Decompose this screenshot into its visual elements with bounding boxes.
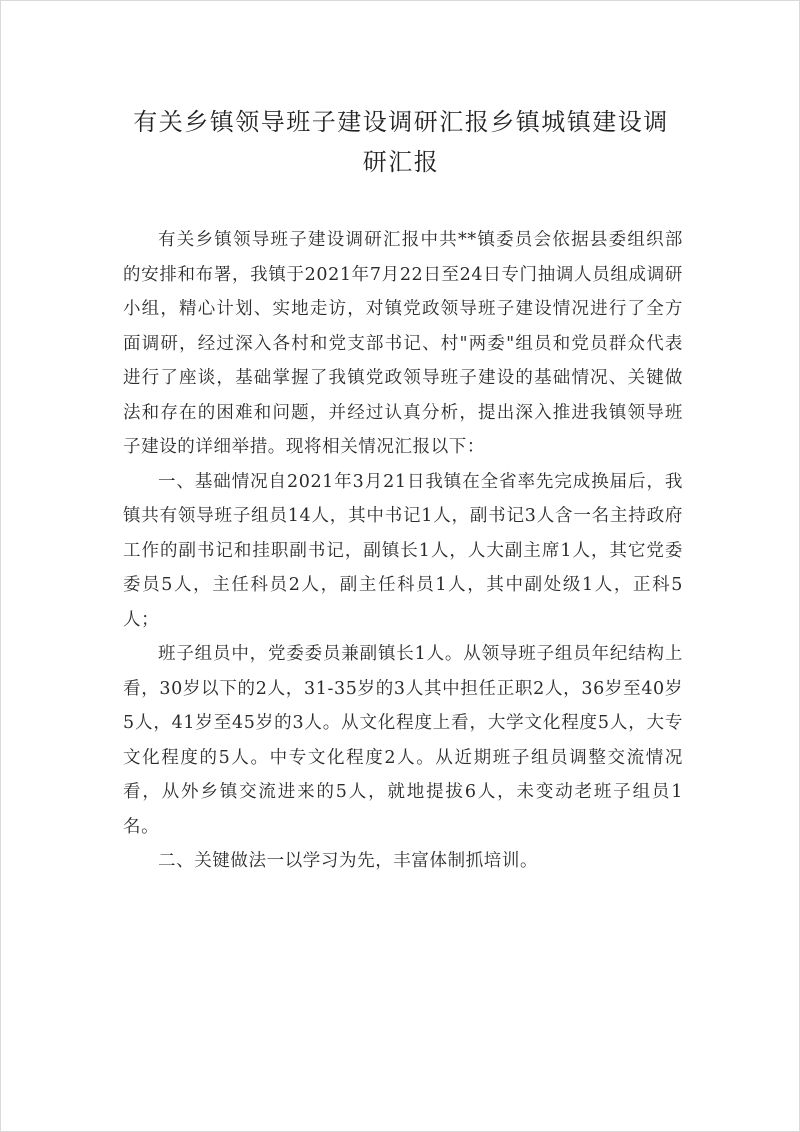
paragraph-basic-situation: 一、基础情况自2021年3月21日我镇在全省率先完成换届后，我镇共有领导班子组员14人，其中书记1人，副书记3人含一名主持政府工作的副书记和挂职副书记，副镇长1人，人大副主席1人，其它党委委员5人，主任科员2人，副主任科员1人，其中副处级1人，正科5人；: [123, 471, 683, 630]
paragraph-key-practices: 二、关键做法一以学习为先，丰富体制抓培训。: [158, 851, 539, 871]
document-body: [123, 223, 683, 879]
paragraph-intro: 有关乡镇领导班子建设调研汇报中共**镇委员会依据县委组织部的安排和布署，我镇于2021年7月22日至24日专门抽调人员组成调研小组，精心计划、实地走访，对镇党政领导班子建设情况进行了全方面调研，经过深入各村和党支部书记、村"两委"组员和党员群众代表进行了座谈，基础掌握了我镇党政领导班子建设的基础情况、关键做法和存在的困难和问题，并经过认真分析，提出深入推进我镇领导班子建设的详细举措。现将相关情况汇报以下：: [123, 230, 683, 457]
paragraph-team-structure: 班子组员中，党委委员兼副镇长1人。从领导班子组员年纪结构上看，30岁以下的2人，31-35岁的3人其中担任正职2人，36岁至40岁5人，41岁至45岁的3人。从文化程度上看，大学文化程度5人，大专文化程度的5人。中专文化程度2人。从近期班子组员调整交流情况看，从外乡镇交流进来的5人，就地提拔6人，未变动老班子组员1名。: [123, 644, 683, 837]
document-title: 有关乡镇领导班子建设调研汇报乡镇城镇建设调研汇报: [133, 108, 669, 176]
